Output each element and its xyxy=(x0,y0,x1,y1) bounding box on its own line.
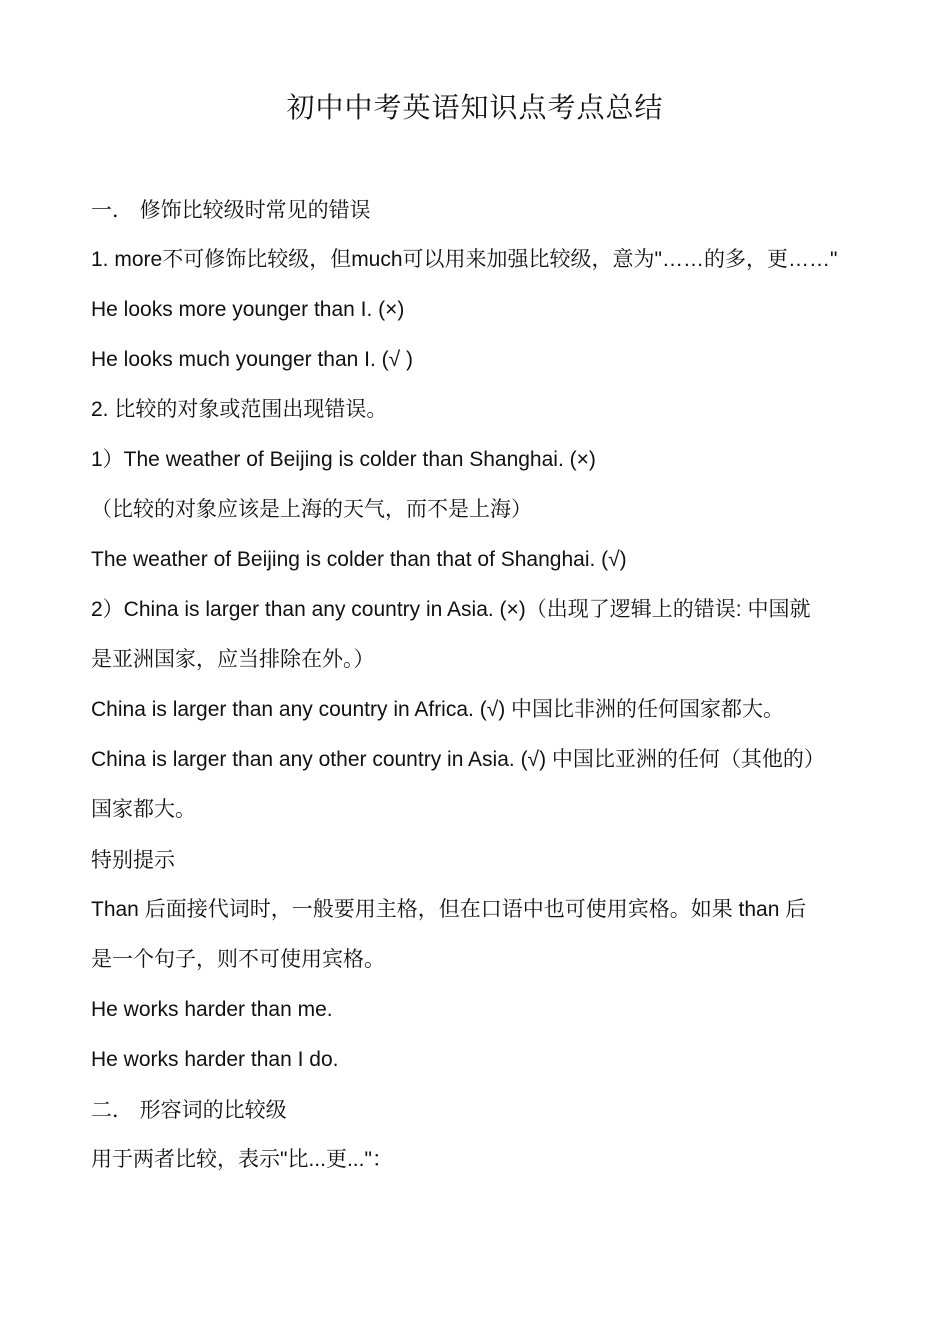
special-note-text: Than 后面接代词时，一般要用主格，但在口语中也可使用宾格。如果 than 后 xyxy=(91,898,807,921)
example-right-3: China is larger than any country in Africa. (√) 中国比非洲的任何国家都大。 xyxy=(91,698,785,721)
example-right-4-continuation: 国家都大。 xyxy=(91,798,196,821)
rule-2-text: 2. 比较的对象或范围出现错误。 xyxy=(91,398,388,421)
example-wrong-1: He looks more younger than I. (×) xyxy=(91,298,405,321)
example-wrong-2: 1）The weather of Beijing is colder than Shanghai. (×) xyxy=(91,448,596,471)
example-right-4: China is larger than any other country in Asia. (√) 中国比亚洲的任何（其他的） xyxy=(91,748,825,771)
example-wrong-3: 2）China is larger than any country in Asia. (×)（出现了逻辑上的错误: 中国就 xyxy=(91,598,811,621)
document-title: 初中中考英语知识点考点总结 xyxy=(286,91,664,124)
rule-1-text: 1. more不可修饰比较级，但much可以用来加强比较级，意为"……的多，更……" xyxy=(91,248,838,271)
example-right-1: He looks much younger than I. (√ ) xyxy=(91,348,414,371)
example-sentence-1: He works harder than me. xyxy=(91,998,333,1021)
explanation-text-1: （比较的对象应该是上海的天气，而不是上海） xyxy=(91,498,532,521)
section-heading-2: 二． 形容词的比较级 xyxy=(91,1098,287,1122)
comparative-usage-text: 用于两者比较，表示"比...更..."： xyxy=(91,1148,393,1171)
special-note-heading: 特别提示 xyxy=(91,848,175,872)
section-heading-1: 一． 修饰比较级时常见的错误 xyxy=(91,198,371,222)
example-sentence-2: He works harder than I do. xyxy=(91,1048,339,1071)
example-right-2: The weather of Beijing is colder than that of Shanghai. (√) xyxy=(91,548,627,571)
explanation-text-2: 是亚洲国家，应当排除在外。） xyxy=(91,648,375,671)
special-note-text-continuation: 是一个句子，则不可使用宾格。 xyxy=(91,948,385,971)
